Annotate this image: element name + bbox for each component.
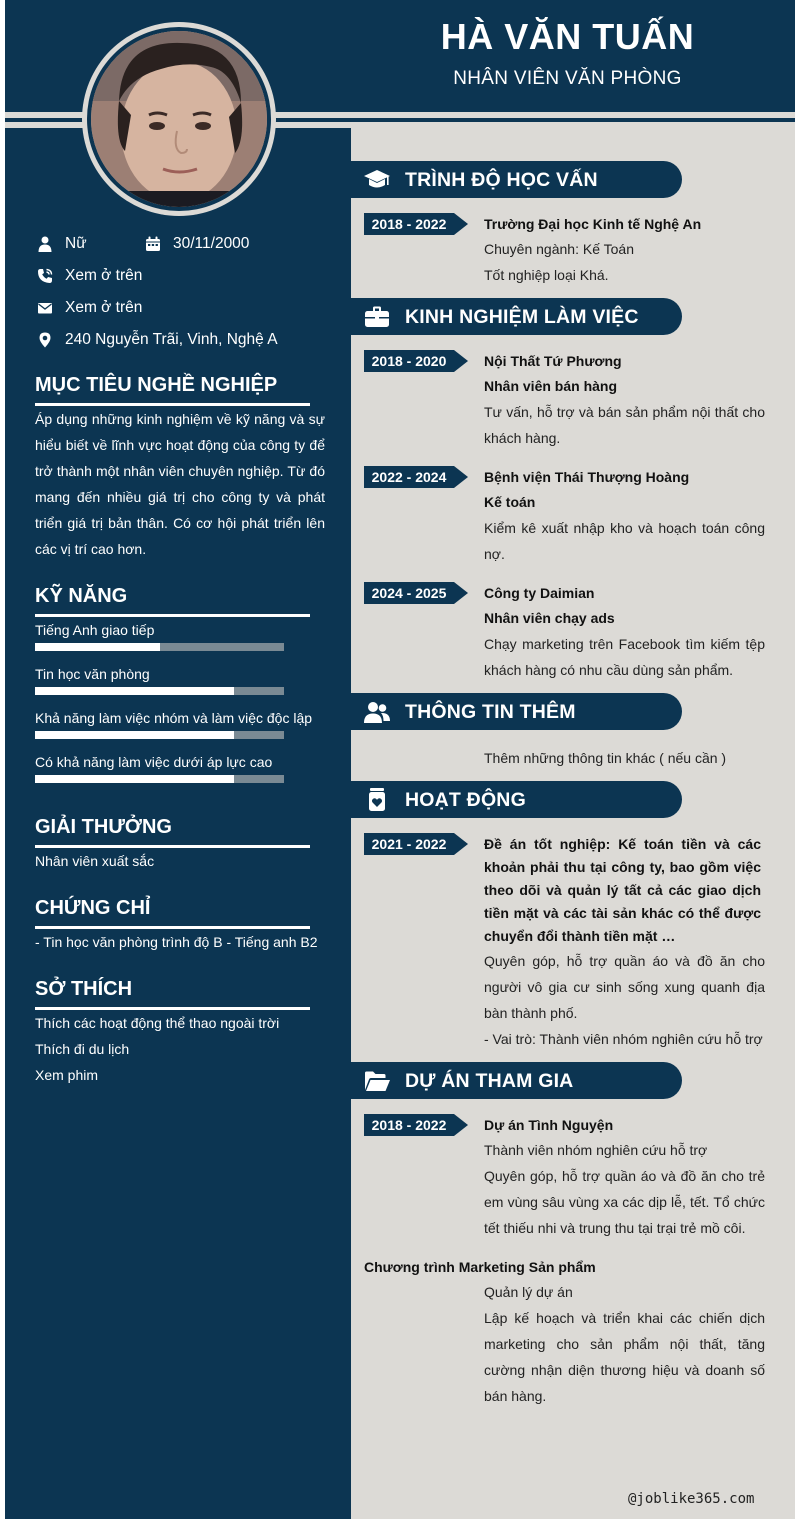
date-tag <box>364 582 468 604</box>
watermark-text: @joblike365.com <box>628 1491 755 1507</box>
contact-phone <box>35 266 142 286</box>
skill-bar-fill <box>35 775 234 783</box>
map-pin-icon <box>35 330 55 350</box>
projects-heading: DỰ ÁN THAM GIA <box>405 1070 574 1092</box>
briefcase-icon <box>363 304 391 330</box>
awards-text: Nhân viên xuất sắc <box>35 853 155 869</box>
activities-heading: HOẠT ĐỘNG <box>405 789 526 811</box>
hobbies-heading: SỞ THÍCH <box>35 978 133 1000</box>
skill-label: Có khả năng làm việc dưới áp lực cao <box>35 754 273 770</box>
education-heading: TRÌNH ĐỘ HỌC VẤN <box>405 169 598 191</box>
hobby-item: Thích các hoạt động thể thao ngoài trời <box>35 1015 280 1031</box>
calendar-icon <box>143 234 163 254</box>
education-school: Trường Đại học Kinh tế Nghệ An <box>484 216 702 232</box>
experience-description: Chạy marketing trên Facebook tìm kiếm tệp khách hàng có nhu cầu dùng sản phẩm. <box>484 636 765 678</box>
date-tag-tip <box>454 466 468 488</box>
contact-birthday <box>143 234 249 254</box>
skill-bar <box>35 643 284 651</box>
date-tag-text: 2018 - 2022 <box>371 216 447 232</box>
experience-section-bar <box>351 298 682 335</box>
users-icon <box>363 699 391 725</box>
skill-bar <box>35 687 284 695</box>
envelope-icon <box>35 298 55 318</box>
project-role: Thành viên nhóm nghiên cứu hỗ trợ <box>484 1142 708 1158</box>
phone-icon <box>35 266 55 286</box>
date-tag-text: 2022 - 2024 <box>371 469 447 485</box>
date-tag <box>364 1114 468 1136</box>
contact-gender <box>35 234 87 254</box>
experience-company: Bệnh viện Thái Thượng Hoàng <box>484 469 690 485</box>
contact-address <box>35 330 278 350</box>
objective-text: Áp dụng những kinh nghiệm về kỹ năng và sự hiểu biết về lĩnh vực hoạt động của công ty để trở thành một nhân viên chuyên nghiệp. Từ đó mang đến nhiều giá trị cho công ty và phát triển giá trị bản thân. Có cơ hội phát triển lên các vị trí cao hơn. <box>35 411 325 557</box>
gender-text: Nữ <box>65 235 87 252</box>
badge-heart-icon <box>363 787 391 813</box>
date-tag-tip <box>454 582 468 604</box>
certificates-text: - Tin học văn phòng trình độ B - Tiếng anh B2 <box>35 934 318 950</box>
avatar-portrait <box>91 31 267 207</box>
additional-heading: THÔNG TIN THÊM <box>405 701 576 723</box>
phone-text: Xem ở trên <box>65 267 143 284</box>
date-tag-tip <box>454 350 468 372</box>
experience-position: Nhân viên chạy ads <box>484 610 615 626</box>
cv-page <box>5 0 795 1519</box>
skill-bar-fill <box>35 731 234 739</box>
folder-open-icon <box>363 1068 391 1094</box>
candidate-name: HÀ VĂN TUẤN <box>440 16 695 57</box>
date-tag <box>364 466 468 488</box>
awards-heading: GIẢI THƯỞNG <box>35 816 172 838</box>
experience-heading: KINH NGHIỆM LÀM VIỆC <box>405 306 639 328</box>
user-icon <box>35 234 55 254</box>
contact-email <box>35 298 142 318</box>
certificates-heading: CHỨNG CHỈ <box>35 897 151 919</box>
email-text: Xem ở trên <box>65 299 143 316</box>
skill-bar-fill <box>35 643 160 651</box>
experience-description: Tư vấn, hỗ trợ và bán sản phẩm nội thất cho khách hàng. <box>484 404 765 446</box>
skill-label: Tiếng Anh giao tiếp <box>35 622 155 638</box>
avatar <box>91 31 267 207</box>
activities-section-bar <box>351 781 682 818</box>
skills-heading: KỸ NĂNG <box>35 585 128 607</box>
date-tag-text: 2018 - 2022 <box>371 1117 447 1133</box>
project-role: Quản lý dự án <box>484 1284 573 1300</box>
experience-company: Nội Thất Tứ Phương <box>484 353 622 369</box>
project-name: Dự án Tình Nguyện <box>484 1117 614 1133</box>
skill-label: Khả năng làm việc nhóm và làm việc độc lập <box>35 710 313 726</box>
candidate-job-title: NHÂN VIÊN VĂN PHÒNG <box>453 68 682 89</box>
birthday-text: 30/11/2000 <box>173 235 250 252</box>
date-tag-tip <box>454 213 468 235</box>
date-tag <box>364 213 468 235</box>
additional-text: Thêm những thông tin khác ( nếu cần ) <box>484 750 727 766</box>
activity-description: Quyên góp, hỗ trợ quần áo và đồ ăn cho người vô gia cư sinh sống xung quanh địa bàn thành phố. <box>484 953 765 1021</box>
skill-label: Tin học văn phòng <box>35 666 150 682</box>
date-tag <box>364 350 468 372</box>
project-name: Chương trình Marketing Sản phẩm <box>364 1259 596 1275</box>
project-description: Lập kế hoạch và triển khai các chiến dịch marketing cho sản phẩm nội thất, tăng cường nhận diện thương hiệu và doanh số bán hàng. <box>484 1310 765 1404</box>
experience-position: Kế toán <box>484 494 536 510</box>
activity-headline: Đề án tốt nghiệp: Kế toán tiền và các khoản phải thu tại công ty, bao gồm việc theo dõi và quản lý tất cả các giao dịch tiền mặt và các tài sản khác có thể được chuyển đổi thành tiền mặt … <box>484 836 761 944</box>
experience-position: Nhân viên bán hàng <box>484 378 618 394</box>
skills-rule <box>35 614 310 617</box>
experience-company: Công ty Daimian <box>484 585 595 601</box>
date-tag-text: 2018 - 2020 <box>371 353 447 369</box>
project-description: Quyên góp, hỗ trợ quần áo và đồ ăn cho trẻ em vùng sâu vùng xa các dịp lễ, tết. Tổ chức tết thiếu nhi và trung thu tại trại trẻ mồ côi. <box>484 1168 765 1236</box>
education-section-bar <box>351 161 682 198</box>
education-major: Chuyên ngành: Kế Toán <box>484 241 634 257</box>
date-tag-text: 2021 - 2022 <box>371 836 447 852</box>
graduation-cap-icon <box>363 167 391 193</box>
date-tag <box>364 833 468 855</box>
additional-section-bar <box>351 693 682 730</box>
hobby-item: Xem phim <box>35 1067 99 1083</box>
date-tag-text: 2024 - 2025 <box>371 585 447 601</box>
skill-bar-fill <box>35 687 234 695</box>
objective-heading: MỤC TIÊU NGHỀ NGHIỆP <box>35 374 278 396</box>
date-tag-tip <box>454 1114 468 1136</box>
activity-role: - Vai trò: Thành viên nhóm nghiên cứu hỗ trợ <box>484 1031 763 1047</box>
experience-description: Kiểm kê xuất nhập kho và hoạch toán công nợ. <box>484 520 765 562</box>
skill-bar <box>35 731 284 739</box>
hobby-item: Thích đi du lịch <box>35 1041 130 1057</box>
projects-section-bar <box>351 1062 682 1099</box>
education-result: Tốt nghiệp loại Khá. <box>484 267 609 283</box>
address-text: 240 Nguyễn Trãi, Vinh, Nghệ A <box>65 331 278 348</box>
date-tag-tip <box>454 833 468 855</box>
skill-bar <box>35 775 284 783</box>
